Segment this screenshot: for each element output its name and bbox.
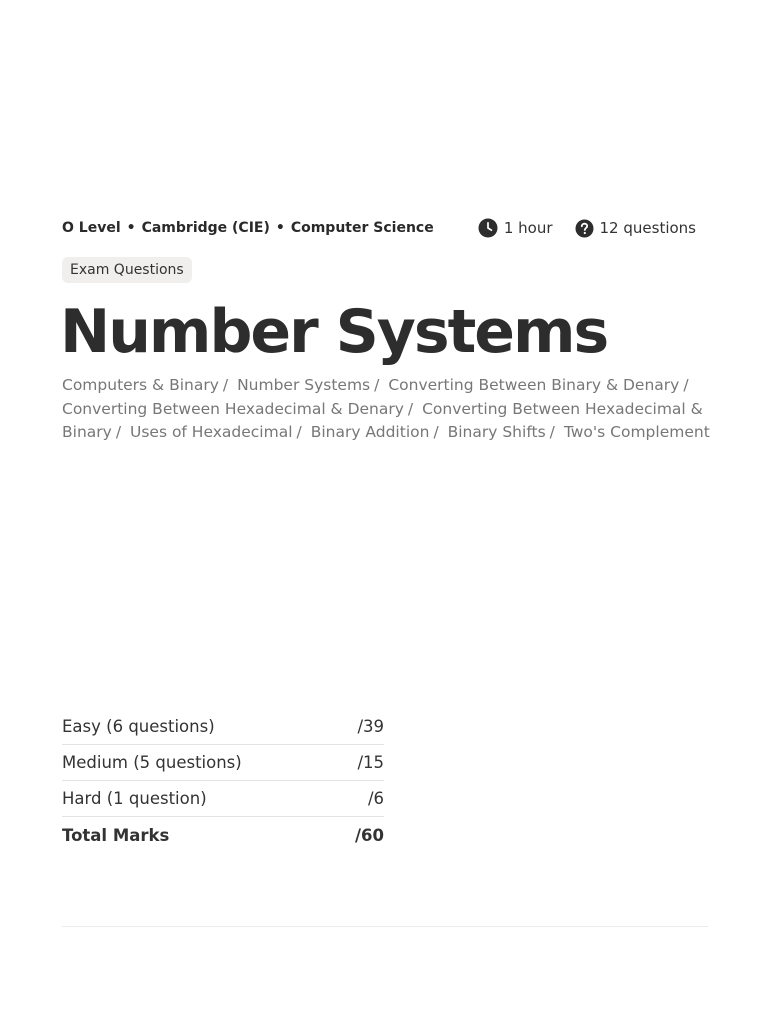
topic-separator: / bbox=[374, 376, 380, 394]
topic-item: Converting Between Hexadecimal & Binary bbox=[62, 399, 703, 441]
breadcrumb-board[interactable]: Cambridge (CIE) bbox=[141, 220, 270, 236]
questions-stat bbox=[575, 219, 696, 238]
topic-separator: / bbox=[115, 423, 122, 441]
topic-separator: / bbox=[407, 399, 414, 418]
exam-stats bbox=[456, 218, 696, 238]
divider bbox=[62, 926, 708, 927]
questions-text: 12 questions bbox=[599, 219, 696, 237]
marks-table bbox=[62, 709, 384, 853]
meta-row bbox=[62, 217, 708, 239]
duration-stat bbox=[478, 218, 553, 238]
marks-row-easy bbox=[62, 709, 384, 745]
total-marks-value: /60 bbox=[355, 825, 384, 845]
marks-row-value: /15 bbox=[357, 753, 384, 772]
marks-row-value: /39 bbox=[357, 717, 384, 736]
topic-separator: / bbox=[433, 423, 439, 441]
topic-item: Number Systems bbox=[237, 376, 371, 394]
clock-icon bbox=[478, 218, 498, 238]
marks-row-label: Medium (5 questions) bbox=[62, 753, 242, 772]
topic-item: Uses of Hexadecimal bbox=[129, 423, 293, 441]
topic-item: Binary Addition bbox=[310, 423, 430, 441]
topic-separator: / bbox=[222, 376, 229, 394]
breadcrumb-subject[interactable]: Computer Science bbox=[290, 220, 434, 236]
marks-row-label: Hard (1 question) bbox=[62, 789, 207, 808]
breadcrumb-separator: • bbox=[126, 220, 136, 236]
topic-item: Two's Complement bbox=[563, 423, 710, 441]
topic-item: Converting Between Binary & Denary bbox=[388, 376, 680, 394]
marks-row-value: /6 bbox=[367, 789, 384, 808]
breadcrumb bbox=[62, 220, 434, 236]
marks-row-hard bbox=[62, 781, 384, 817]
topic-list bbox=[62, 374, 712, 445]
marks-row-medium bbox=[62, 745, 384, 781]
marks-row-total bbox=[62, 817, 384, 853]
page-title: Number Systems bbox=[60, 297, 608, 367]
duration-text: 1 hour bbox=[503, 219, 553, 237]
topic-separator: / bbox=[549, 423, 555, 441]
topic-item: Computers & Binary bbox=[62, 376, 219, 394]
question-icon bbox=[575, 219, 594, 238]
marks-row-label: Easy (6 questions) bbox=[62, 717, 215, 736]
topic-item: Binary Shifts bbox=[447, 423, 546, 441]
topic-item: Converting Between Hexadecimal & Denary bbox=[62, 399, 404, 418]
topic-separator: / bbox=[683, 376, 689, 394]
exam-questions-badge: Exam Questions bbox=[62, 257, 192, 283]
topic-separator: / bbox=[296, 423, 302, 441]
breadcrumb-separator: • bbox=[275, 220, 285, 236]
breadcrumb-level[interactable]: O Level bbox=[62, 220, 121, 236]
total-marks-label: Total Marks bbox=[62, 825, 170, 845]
